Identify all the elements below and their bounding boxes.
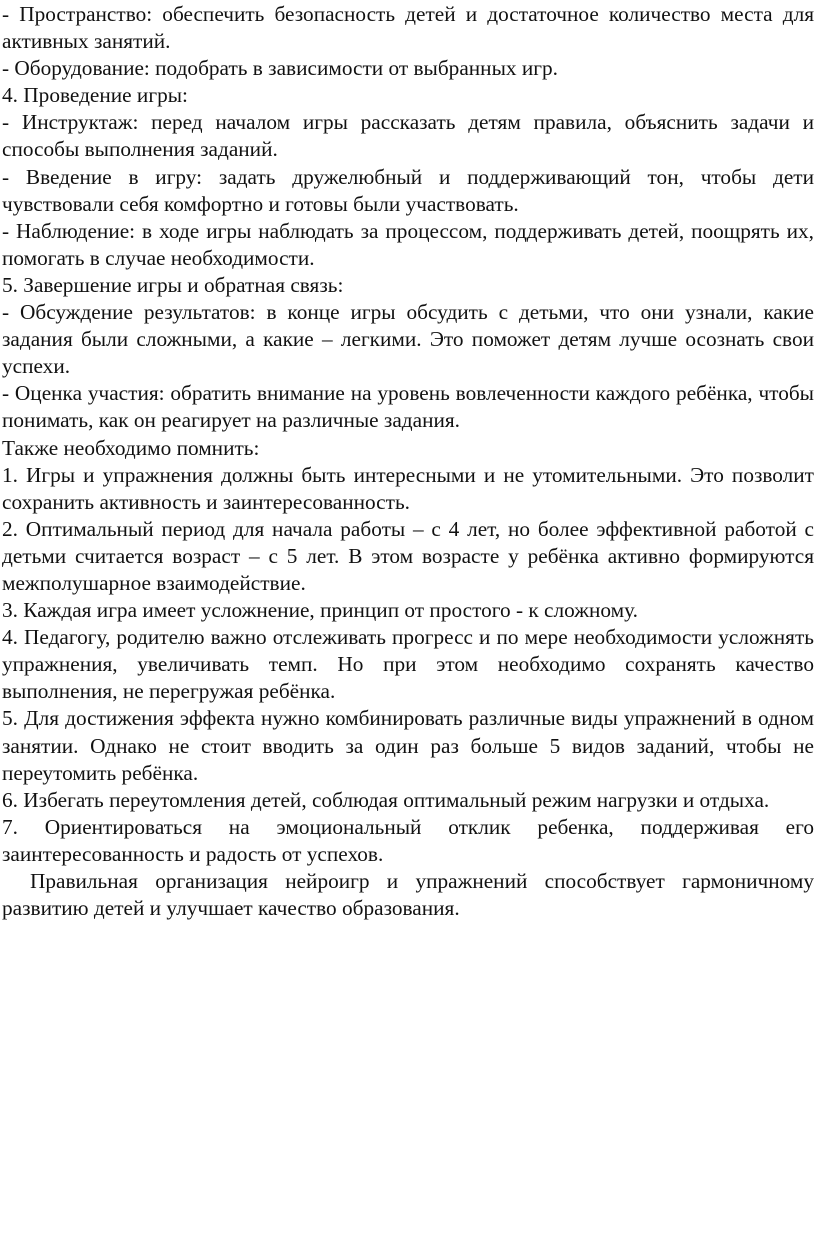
list-item-2: 2. Оптимальный период для начала работы – с 4 лет, но более эффективной работой с детьми считается возраст – с 5 лет. В этом возрасте у ребёнка активно формируются межполушарное взаимодействие.	[2, 516, 814, 595]
list-item-5: 5. Для достижения эффекта нужно комбинировать различные виды упражнений в одном занятии. Однако не стоит вводить за один раз больше 5 видов заданий, чтобы не переутомить ребёнка.	[2, 706, 814, 785]
list-item-6: 6. Избегать переутомления детей, соблюдая оптимальный режим нагрузки и отдыха.	[2, 787, 770, 812]
list-item-4: 4. Педагогу, родителю важно отслеживать прогресс и по мере необходимости усложнять упражнения, увеличивать темп. Но при этом необходимо сохранять качество выполнения, не перегружая ребёнка.	[2, 625, 814, 704]
conclusion-paragraph: Правильная организация нейроигр и упражнений способствует гармоничному развитию детей и улучшает качество образования.	[2, 869, 814, 921]
paragraph-results-discussion: - Обсуждение результатов: в конце игры обсудить с детьми, что они узнали, какие задания были сложными, а какие – легкими. Это поможет детям лучше осознать свои успехи.	[2, 300, 814, 379]
heading-remember: Также необходимо помнить:	[2, 435, 260, 460]
document-page	[2, 1, 814, 922]
list-item-7: 7. Ориентироваться на эмоциональный отклик ребенка, поддерживая его заинтересованность и радость от успехов.	[2, 814, 814, 866]
paragraph-instruction: - Инструктаж: перед началом игры рассказать детям правила, объяснить задачи и способы выполнения заданий.	[2, 110, 814, 162]
paragraph-equipment: - Оборудование: подобрать в зависимости от выбранных игр.	[2, 56, 558, 81]
paragraph-observation: - Наблюдение: в ходе игры наблюдать за процессом, поддерживать детей, поощрять их, помогать в случае необходимости.	[2, 218, 814, 270]
list-item-3: 3. Каждая игра имеет усложнение, принцип от простого - к сложному.	[2, 598, 638, 623]
heading-game-conduct: 4. Проведение игры:	[2, 83, 188, 108]
paragraph-space: - Пространство: обеспечить безопасность детей и достаточное количество места для активных занятий.	[2, 2, 814, 54]
paragraph-participation-assessment: - Оценка участия: обратить внимание на уровень вовлеченности каждого ребёнка, чтобы понимать, как он реагирует на различные задания.	[2, 381, 814, 433]
paragraph-introduction: - Введение в игру: задать дружелюбный и поддерживающий тон, чтобы дети чувствовали себя комфортно и готовы были участвовать.	[2, 164, 814, 216]
list-item-1: 1. Игры и упражнения должны быть интересными и не утомительными. Это позволит сохранить активность и заинтересованность.	[2, 462, 814, 514]
heading-completion-feedback: 5. Завершение игры и обратная связь:	[2, 272, 344, 297]
